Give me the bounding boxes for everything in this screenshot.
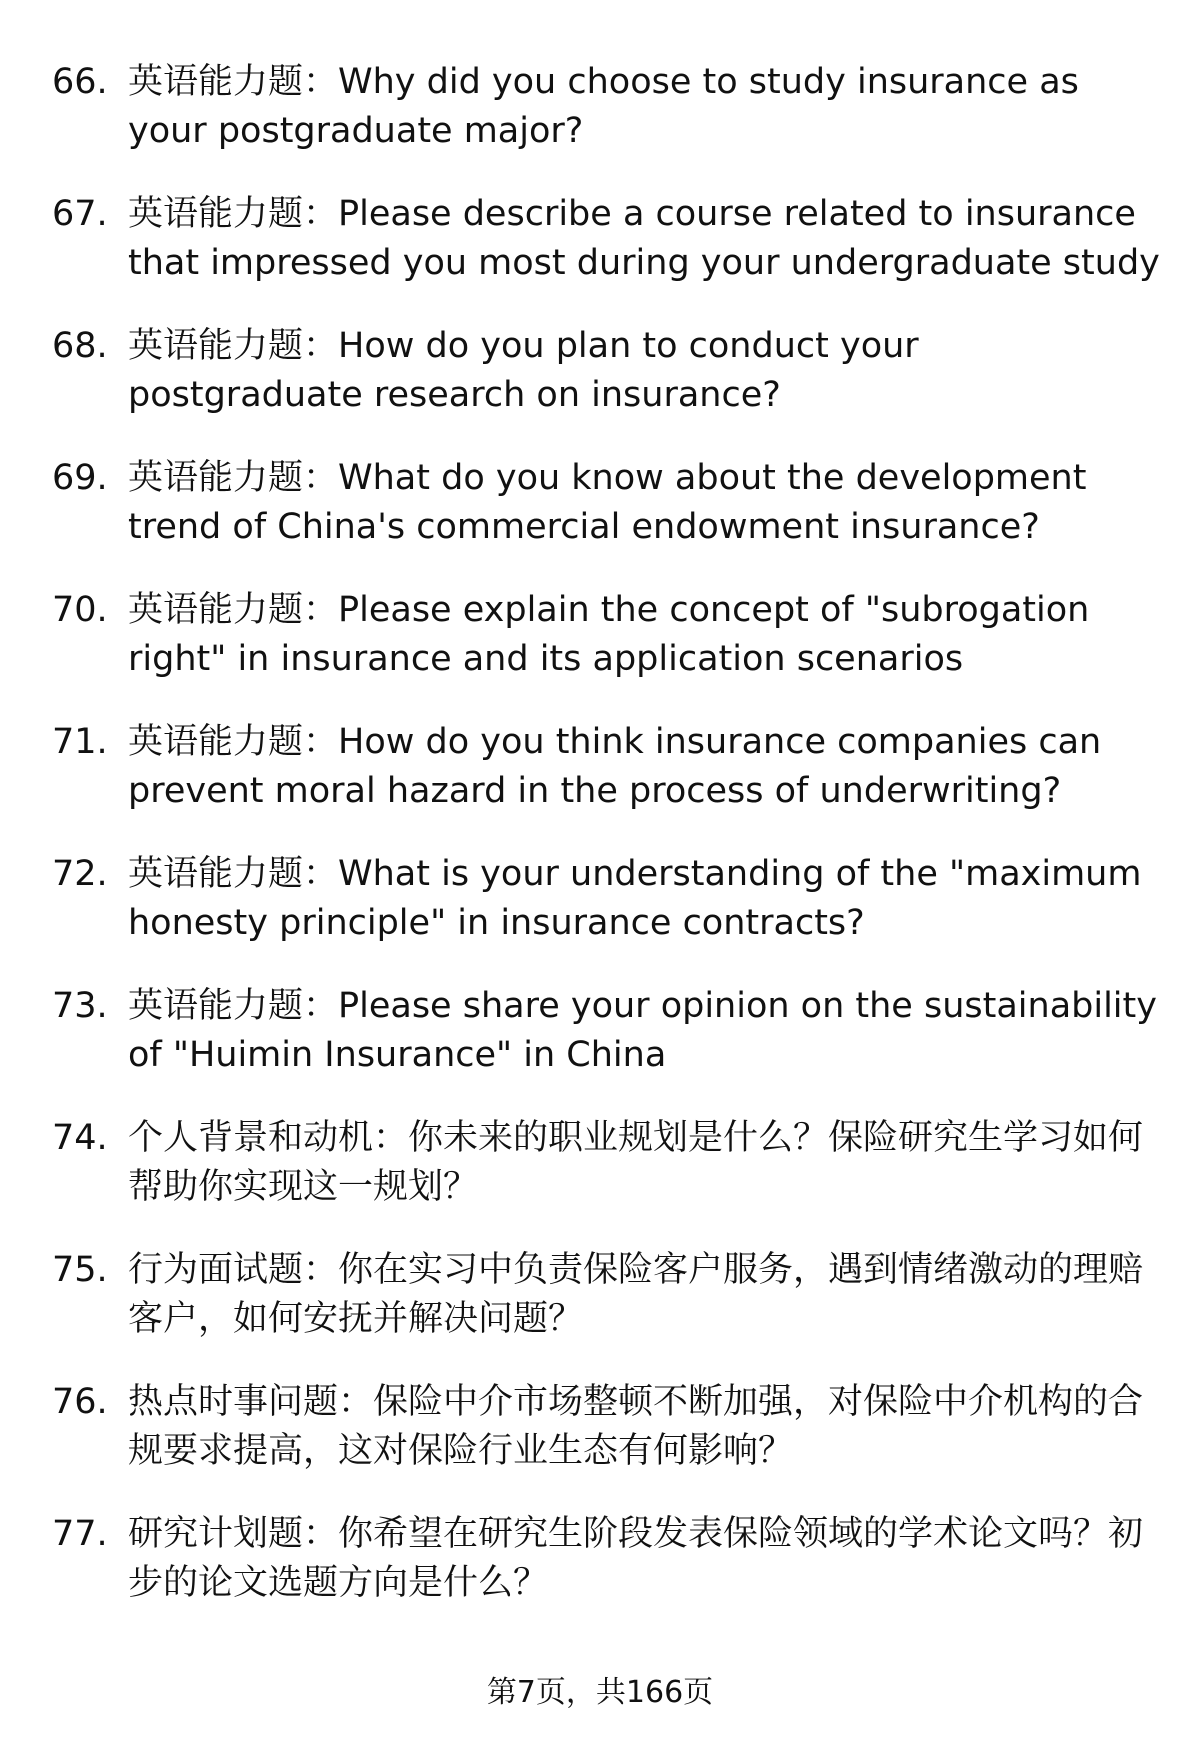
question-item-76 (52, 1378, 1162, 1510)
question-text: Please share your opinion on the sustainability of "Huimin Insurance" in China (128, 986, 1157, 1075)
question-text: 保险中介市场整顿不断加强，对保险中介机构的合规要求提高，这对保险行业生态有何影响？ (128, 1382, 1144, 1471)
question-category: 英语能力题： (128, 722, 339, 762)
question-body (128, 454, 1162, 552)
question-text: Why did you choose to study insurance as your postgraduate major? (128, 62, 1079, 151)
question-number: 74. (52, 1118, 108, 1158)
question-item-70 (52, 586, 1162, 718)
question-category: 英语能力题： (128, 854, 339, 894)
question-category: 英语能力题： (128, 590, 339, 630)
page-number: 第7页，共166页 (486, 1675, 714, 1710)
question-text: How do you plan to conduct your postgraduate research on insurance? (128, 326, 919, 415)
question-item-67 (52, 190, 1162, 322)
question-category: 英语能力题： (128, 458, 339, 498)
question-item-72 (52, 850, 1162, 982)
question-body (128, 58, 1162, 156)
question-body (128, 982, 1162, 1080)
question-text: 你在实习中负责保险客户服务，遇到情绪激动的理赔客户，如何安抚并解决问题？ (128, 1250, 1144, 1339)
question-text: What do you know about the development trend of China's commercial endowment insurance? (128, 458, 1087, 547)
question-number: 73. (52, 986, 108, 1026)
question-body (128, 1510, 1162, 1608)
question-category: 英语能力题： (128, 326, 339, 366)
question-number: 69. (52, 458, 108, 498)
question-category: 行为面试题： (128, 1250, 339, 1290)
question-number: 77. (52, 1514, 108, 1554)
question-category: 英语能力题： (128, 62, 339, 102)
question-item-77 (52, 1510, 1162, 1642)
question-number: 70. (52, 590, 108, 630)
question-item-75 (52, 1246, 1162, 1378)
question-item-74 (52, 1114, 1162, 1246)
question-text: Please describe a course related to insurance that impressed you most during your undergraduate study (128, 194, 1160, 283)
question-text: What is your understanding of the "maximum honesty principle" in insurance contracts? (128, 854, 1142, 943)
question-text: 你未来的职业规划是什么？保险研究生学习如何帮助你实现这一规划？ (128, 1118, 1144, 1207)
question-number: 72. (52, 854, 108, 894)
question-number: 68. (52, 326, 108, 366)
question-category: 英语能力题： (128, 194, 339, 234)
question-category: 热点时事问题： (128, 1382, 374, 1422)
question-category: 个人背景和动机： (128, 1118, 409, 1158)
question-body (128, 1246, 1162, 1344)
question-item-71 (52, 718, 1162, 850)
question-category: 研究计划题： (128, 1514, 339, 1554)
question-number: 76. (52, 1382, 108, 1422)
question-number: 66. (52, 62, 108, 102)
question-body (128, 850, 1162, 948)
question-text: Please explain the concept of "subrogation right" in insurance and its application scenarios (128, 590, 1090, 679)
question-list (52, 58, 1162, 1642)
question-item-69 (52, 454, 1162, 586)
question-body (128, 718, 1162, 816)
question-body (128, 1378, 1162, 1476)
question-text: 你希望在研究生阶段发表保险领域的学术论文吗？初步的论文选题方向是什么？ (128, 1514, 1144, 1603)
question-body (128, 1114, 1162, 1212)
question-number: 71. (52, 722, 108, 762)
question-text: How do you think insurance companies can prevent moral hazard in the process of underwriting? (128, 722, 1102, 811)
question-item-73 (52, 982, 1162, 1114)
question-body (128, 190, 1162, 288)
question-item-66 (52, 58, 1162, 190)
question-body (128, 586, 1162, 684)
question-body (128, 322, 1162, 420)
question-number: 67. (52, 194, 108, 234)
question-number: 75. (52, 1250, 108, 1290)
question-item-68 (52, 322, 1162, 454)
question-category: 英语能力题： (128, 986, 339, 1026)
